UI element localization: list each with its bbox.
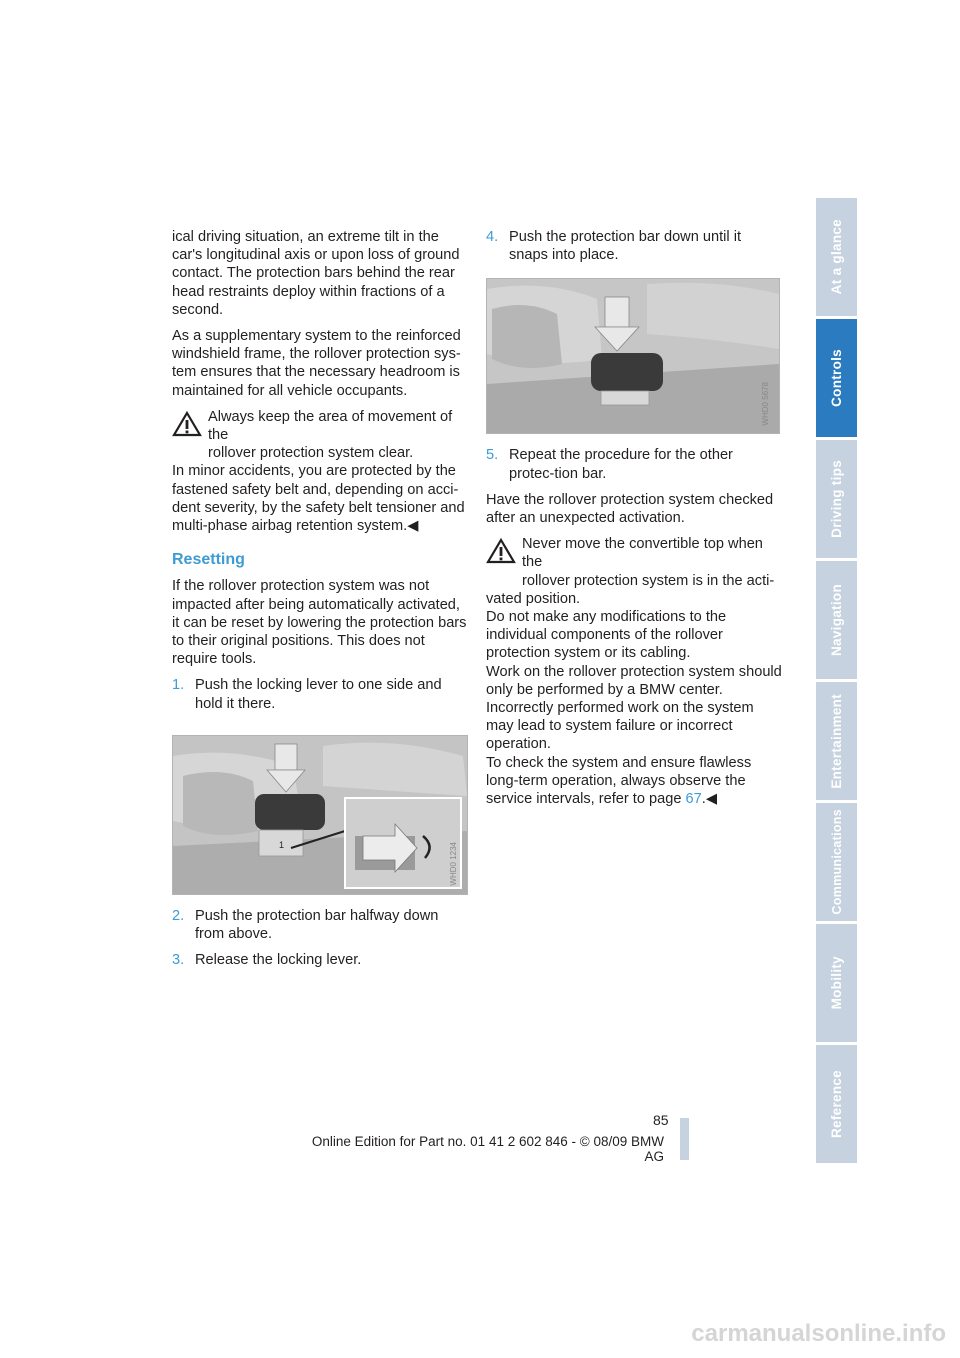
tab-label: Navigation	[829, 583, 844, 656]
chapter-tabs	[816, 198, 857, 1166]
step-item	[486, 228, 782, 264]
right-column	[486, 228, 782, 808]
tab-navigation[interactable]	[816, 561, 857, 679]
paragraph: Have the rollover protection system checked after an unexpected activation.	[486, 491, 774, 527]
step-text: Release the locking lever.	[195, 952, 362, 969]
paragraph: ical driving situation, an extreme tilt in the car's longitudinal axis or upon loss of ground contact. The protection bars behind the rear head restraints deploy within fractions of a second.	[172, 229, 460, 318]
warning-triangle-icon	[486, 538, 516, 564]
step-text: Repeat the procedure for the other protec-tion bar.	[509, 447, 733, 482]
tab-label: Driving tips	[829, 460, 844, 538]
step-text: Push the protection bar down until it snaps into place.	[509, 229, 742, 264]
edition-text: Online Edition for Part no. 01 41 2 602 846 - © 08/09 BMW AG	[311, 1134, 664, 1164]
warning-line: Never move the convertible top when the	[522, 536, 763, 571]
tab-at-a-glance[interactable]	[816, 198, 857, 316]
step-number: 4.	[486, 229, 499, 245]
paragraph: As a supplementary system to the reinforced windshield frame, the rollover protection sys-tem ensures that the necessary headroom is maintained for all vehicle occupants.	[172, 328, 461, 399]
warning-block	[486, 535, 782, 608]
paragraph	[486, 754, 782, 809]
step-number: 5.	[486, 447, 499, 464]
warning-triangle-icon	[172, 411, 202, 437]
step-item	[172, 951, 468, 969]
figure-protection-bar	[486, 278, 780, 434]
warning-text: In minor accidents, you are protected by the fastened safety belt and, depending on acci-dent severity, by the safety belt tensioner and multi-phase airbag retention system.◀	[172, 463, 465, 535]
paragraph-text: To check the system and ensure flawless long-term operation, always observe the service intervals, refer to page	[486, 754, 752, 808]
tab-controls[interactable]	[816, 319, 857, 437]
left-column	[172, 228, 468, 977]
warning-line: Always keep the area of movement of the	[208, 408, 453, 444]
warning-text: vated position.	[486, 590, 581, 607]
tab-label: Entertainment	[829, 693, 844, 789]
tab-label: Communications	[829, 809, 844, 915]
tab-label: At a glance	[829, 219, 844, 295]
page-reference-link[interactable]: 67	[685, 791, 702, 808]
tab-communications[interactable]	[816, 803, 857, 921]
step-item	[486, 446, 782, 482]
section-heading: Resetting	[172, 551, 245, 569]
tab-reference[interactable]	[816, 1045, 857, 1163]
paragraph: Work on the rollover protection system should only be performed by a BMW center. Incorrectly performed work on the system may lead to system failure or incorrect operation.	[486, 663, 782, 753]
tab-mobility[interactable]	[816, 924, 857, 1042]
warning-block	[172, 408, 468, 535]
page-number: 85	[653, 1112, 669, 1128]
figure-locking-lever	[172, 735, 468, 895]
callout-number: 1	[279, 839, 285, 850]
step-item	[172, 676, 468, 712]
warning-line: rollover protection system is in the acti-	[522, 572, 775, 589]
step-number: 1.	[172, 677, 185, 694]
tab-label: Reference	[829, 1070, 844, 1138]
paragraph: If the rollover protection system was not impacted after being automatically activated, it can be reset by lowering the protection bars to their original positions. This does not require tools.	[172, 578, 467, 668]
end-mark: .◀	[701, 791, 718, 808]
watermark-text: carmanualsonline.info	[691, 1320, 946, 1347]
step-text: Push the locking lever to one side and hold it there.	[195, 677, 442, 712]
tab-driving-tips[interactable]	[816, 440, 857, 558]
step-item	[172, 907, 468, 943]
figure-code: WHD0 5678	[760, 381, 770, 426]
step-number: 3.	[172, 952, 185, 969]
car-interior-illustration	[487, 279, 779, 433]
warning-line: rollover protection system clear.	[208, 445, 414, 462]
tab-entertainment[interactable]	[816, 682, 857, 800]
paragraph: Do not make any modifications to the individual components of the rollover protection system or its cabling.	[486, 609, 727, 662]
footer-bar	[680, 1118, 689, 1160]
step-text: Push the protection bar halfway down from above.	[195, 907, 439, 943]
figure-code: WHD0 1234	[448, 842, 458, 886]
tab-label: Controls	[829, 349, 844, 407]
car-interior-illustration	[173, 736, 467, 894]
step-number: 2.	[172, 907, 185, 924]
tab-label: Mobility	[829, 956, 844, 1010]
watermark	[0, 1312, 960, 1358]
